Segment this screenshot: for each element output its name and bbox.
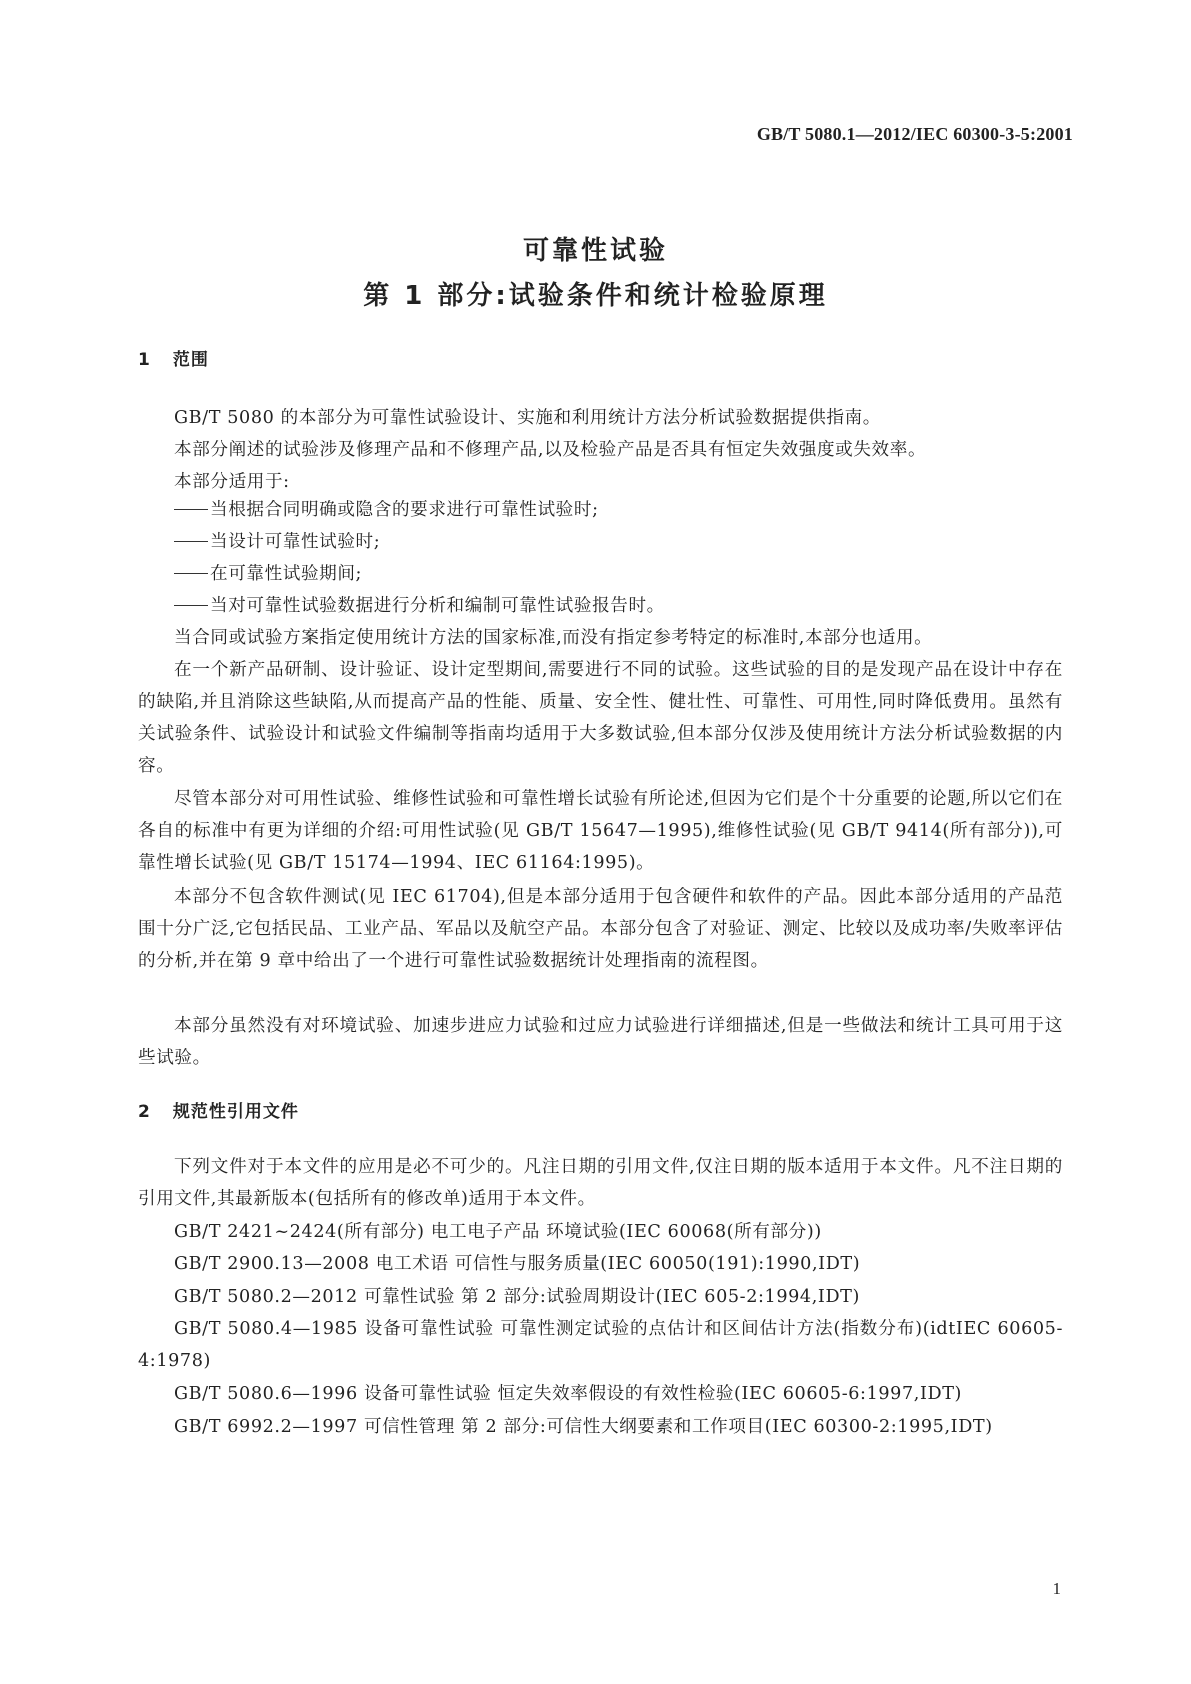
list-item-text: 当对可靠性试验数据进行分析和编制可靠性试验报告时。 (210, 596, 665, 616)
section-title: 规范性引用文件 (172, 1102, 299, 1122)
section-2-heading (138, 1097, 299, 1122)
paragraph: 本部分适用于: (174, 472, 290, 492)
em-dash-mark (174, 605, 208, 606)
paragraph: GB/T 5080 的本部分为可靠性试验设计、实施和利用统计方法分析试验数据提供指南。 (174, 408, 882, 428)
list-item (174, 496, 599, 521)
paragraph: 尽管本部分对可用性试验、维修性试验和可靠性增长试验有所论述,但因为它们是个十分重要的论题,所以它们在各自的标准中有更为详细的介绍:可用性试验(见 GB/T 15647—1995),维修性试验(见 GB/T 9414(所有部分)),可靠性增长试验(见 GB/T 15174—1994、IEC 61164:1995)。 (138, 789, 1063, 873)
paragraph: 在一个新产品研制、设计验证、设计定型期间,需要进行不同的试验。这些试验的目的是发现产品在设计中存在的缺陷,并且消除这些缺陷,从而提高产品的性能、质量、安全性、健壮性、可靠性、可用性,同时降低费用。虽然有关试验条件、试验设计和试验文件编制等指南均适用于大多数试验,但本部分仅涉及使用统计方法分析试验数据的内容。 (138, 660, 1063, 776)
reference-entry: GB/T 5080.4—1985 设备可靠性试验 可靠性测定试验的点估计和区间估计方法(指数分布)(idtIEC 60605-4:1978) (138, 1319, 1063, 1371)
reference-entry: GB/T 5080.6—1996 设备可靠性试验 恒定失效率假设的有效性检验(IEC 60605-6:1997,IDT) (174, 1384, 962, 1404)
page-number: 1 (1052, 1579, 1061, 1598)
reference-entry: GB/T 5080.2—2012 可靠性试验 第 2 部分:试验周期设计(IEC 605-2:1994,IDT) (174, 1287, 860, 1307)
list-item (174, 592, 665, 617)
paragraph: 本部分不包含软件测试(见 IEC 61704),但是本部分适用于包含硬件和软件的产品。因此本部分适用的产品范围十分广泛,它包括民品、工业产品、军品以及航空产品。本部分包含了对验证、测定、比较以及成功率/失败率评估的分析,并在第 9 章中给出了一个进行可靠性试验数据统计处理指南的流程图。 (138, 887, 1063, 971)
paragraph: 本部分虽然没有对环境试验、加速步进应力试验和过应力试验进行详细描述,但是一些做法和统计工具可用于这些试验。 (138, 1016, 1063, 1068)
list-item (174, 560, 362, 585)
paragraph: 当合同或试验方案指定使用统计方法的国家标准,而没有指定参考特定的标准时,本部分也适用。 (174, 628, 933, 648)
section-title: 范围 (172, 350, 209, 370)
standard-code-header: GB/T 5080.1—2012/IEC 60300-3-5:2001 (756, 124, 1073, 144)
reference-entry: GB/T 6992.2—1997 可信性管理 第 2 部分:可信性大纲要素和工作项目(IEC 60300-2:1995,IDT) (174, 1417, 993, 1437)
section-number: 1 (138, 350, 151, 370)
document-title-line2: 第 1 部分:试验条件和统计检验原理 (363, 281, 828, 311)
paragraph: 下列文件对于本文件的应用是必不可少的。凡注日期的引用文件,仅注日期的版本适用于本文件。凡不注日期的引用文件,其最新版本(包括所有的修改单)适用于本文件。 (138, 1157, 1063, 1209)
list-item-text: 当根据合同明确或隐含的要求进行可靠性试验时; (210, 500, 599, 520)
document-title-line1: 可靠性试验 (522, 236, 668, 266)
list-item (174, 528, 380, 553)
list-item-text: 当设计可靠性试验时; (210, 532, 381, 552)
section-number: 2 (138, 1102, 151, 1122)
em-dash-mark (174, 573, 208, 574)
list-item-text: 在可靠性试验期间; (210, 564, 363, 584)
em-dash-mark (174, 509, 208, 510)
paragraph: 本部分阐述的试验涉及修理产品和不修理产品,以及检验产品是否具有恒定失效强度或失效率。 (174, 440, 927, 460)
section-1-heading (138, 345, 209, 370)
em-dash-mark (174, 541, 208, 542)
reference-entry: GB/T 2421~2424(所有部分) 电工电子产品 环境试验(IEC 60068(所有部分)) (174, 1222, 822, 1242)
reference-entry: GB/T 2900.13—2008 电工术语 可信性与服务质量(IEC 60050(191):1990,IDT) (174, 1254, 861, 1274)
